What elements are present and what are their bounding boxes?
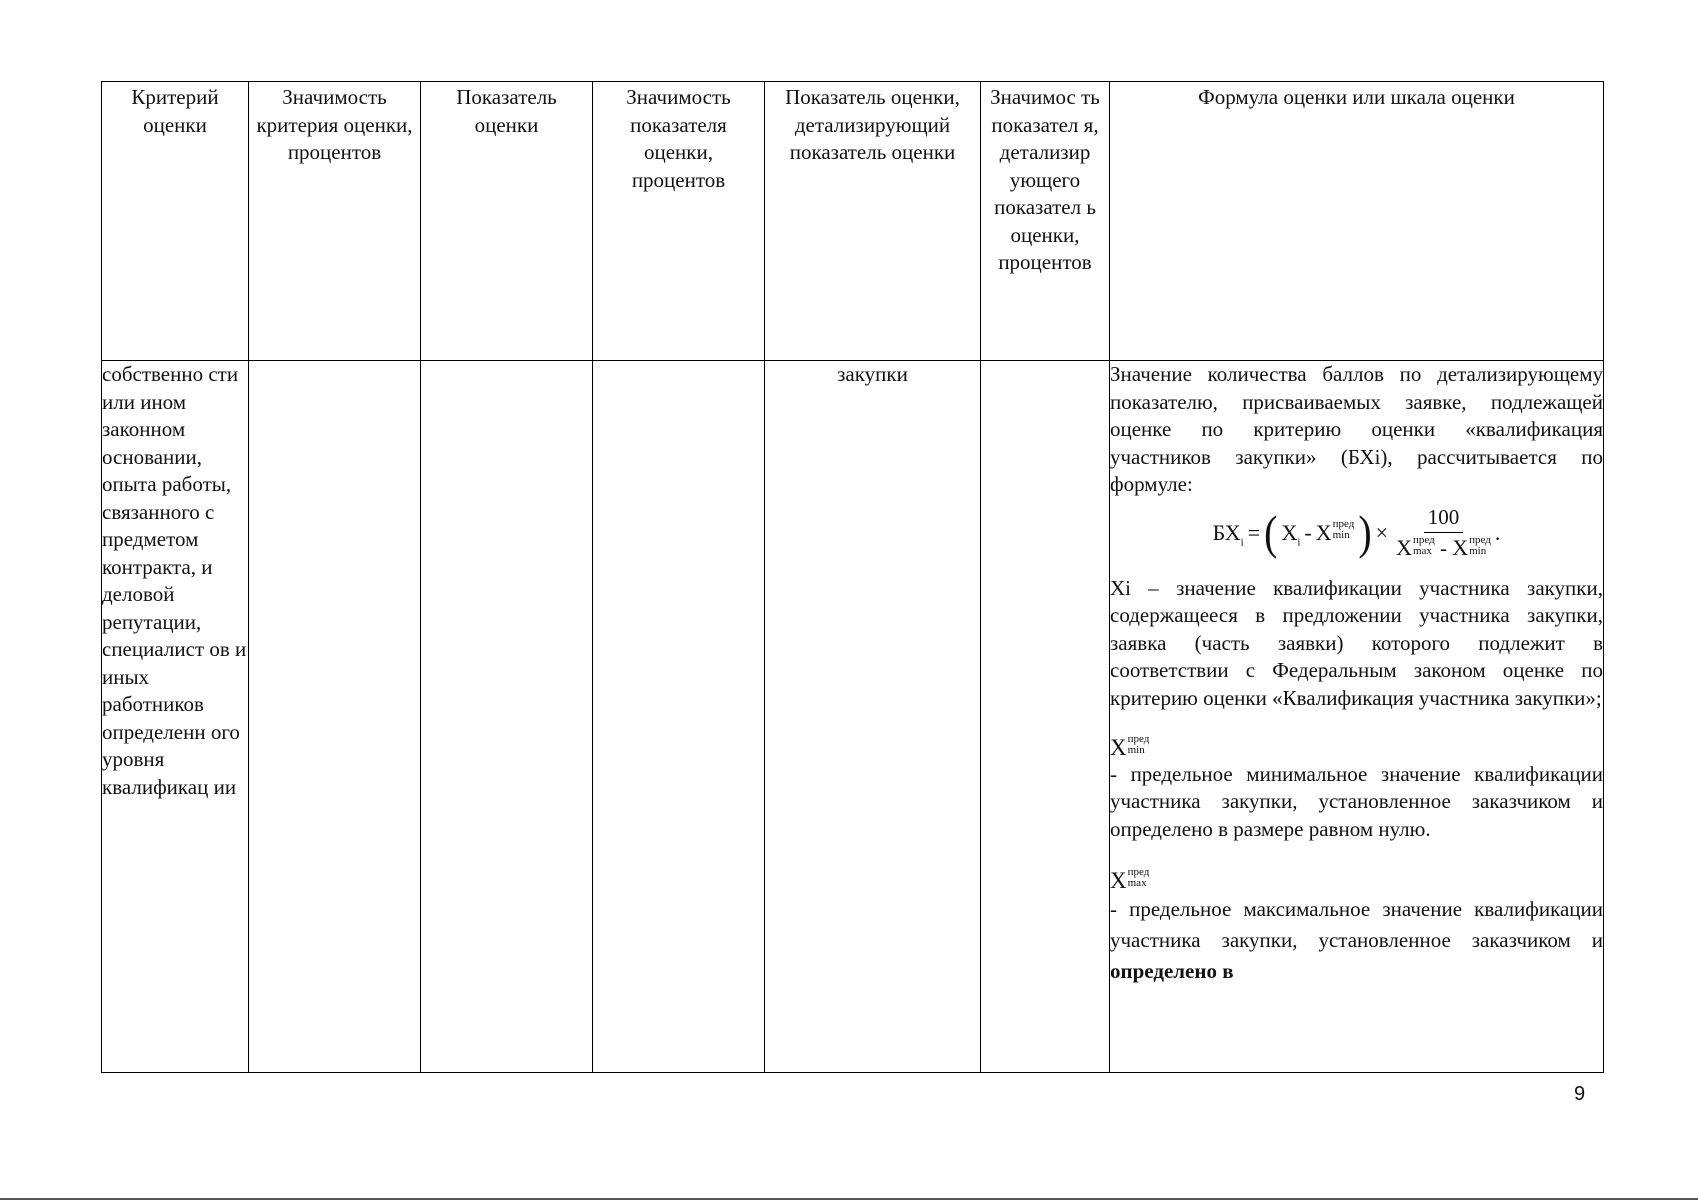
formula-minus: - [1304, 519, 1312, 545]
formula-close-paren: ) [1358, 504, 1372, 559]
formula-cell [1110, 361, 1604, 1073]
header-label: Показатель оценки, детализирующий показатель оценки [785, 85, 960, 164]
formula-period: . [1494, 519, 1501, 545]
detail-indicator-cell [765, 361, 981, 1073]
header-cell-indicator [421, 82, 593, 361]
criterion-weight-cell [249, 361, 421, 1073]
formula-minus: - [1439, 535, 1447, 560]
detail-weight-cell [981, 361, 1110, 1073]
xmin-definition [1110, 734, 1603, 843]
formula-x-symbol: X [1452, 534, 1469, 560]
indicator-cell [421, 361, 593, 1073]
xi-description: Xi – значение квалификации участника закупки, содержащееся в предложении участника закупки, заявка (часть заявки) которого подлежит в соответствии с Федеральным законом оценке по критерию оценки «Квалификация участника закупки»; [1110, 575, 1603, 710]
xmax-description [1110, 894, 1603, 987]
header-cell-formula [1110, 82, 1604, 361]
formula-sup: пред [1469, 533, 1491, 546]
table-header-row [102, 82, 1604, 361]
xmin-x: X [1110, 735, 1127, 760]
formula-x-symbol: X [1396, 534, 1412, 560]
score-formula [1110, 501, 1603, 565]
header-cell-criterion [102, 82, 249, 361]
xmax-symbol [1110, 867, 1149, 895]
formula-lhs-symbol: БХ [1212, 519, 1241, 545]
xmin-indices [1128, 734, 1150, 756]
formula-times: × [1375, 519, 1389, 545]
xmax-x: X [1110, 868, 1127, 893]
xmax-indices [1128, 867, 1150, 889]
header-label: Значимость показателя оценки, процентов [626, 85, 731, 192]
formula-x-sub: i [1297, 536, 1301, 549]
formula-xmin-indices [1333, 519, 1355, 541]
formula-sub: max [1412, 544, 1432, 557]
xmax-sup: пред [1127, 866, 1150, 878]
criterion-text: собственно сти или ином законном основании, опыта работы, связанного с предметом контракта, и деловой репутации, специалист ов и иных работников определенн ого уровня квалификац ии [102, 362, 247, 799]
header-cell-detail-weight [981, 82, 1110, 361]
formula-xmin [1316, 519, 1355, 547]
formula-x-symbol: X [1281, 519, 1298, 545]
header-label: Значимос ть показател я, детализир ующего показател ь оценки, процентов [990, 85, 1100, 274]
formula-xmin-indices [1469, 535, 1491, 557]
formula-intro-text: Значение количества баллов по детализирующему показателю, присваиваемых заявке, подлежащей оценке по критерию оценки «квалификация участников закупки» (БХi), рассчитывается по формуле: [1110, 362, 1603, 496]
formula-lhs-sub: i [1240, 536, 1244, 549]
formula-sup: пред [1412, 533, 1435, 546]
criterion-cell [102, 361, 249, 1073]
formula-lhs [1213, 519, 1244, 547]
detail-indicator-text: закупки [837, 362, 908, 386]
formula-denominator [1396, 533, 1491, 561]
formula-equals: = [1247, 519, 1261, 545]
formula-sub: min [1332, 528, 1350, 541]
table-row [102, 361, 1604, 1073]
formula-xmax-indices [1413, 535, 1435, 557]
formula-xi [1281, 519, 1300, 547]
evaluation-criteria-table [101, 81, 1604, 1073]
xmax-description-text: - предельное максимальное значение квалификации участника закупки, установленное заказчиком и [1110, 896, 1603, 952]
xmax-description-bold: определено в [1110, 958, 1234, 983]
header-label: Показатель оценки [456, 85, 557, 137]
formula-xmin [1452, 535, 1491, 561]
header-cell-detail-indicator [765, 82, 981, 361]
formula-numerator: 100 [1424, 505, 1464, 533]
header-label: Значимость критерия оценки, процентов [256, 85, 413, 164]
header-label: Критерий оценки [131, 85, 219, 137]
xmax-sub: max [1127, 877, 1147, 889]
formula-xmax [1396, 535, 1435, 561]
formula-fraction [1396, 505, 1491, 561]
header-label: Формула оценки или шкала оценки [1198, 85, 1515, 109]
formula-open-paren: ( [1264, 504, 1278, 559]
formula-sub: min [1469, 544, 1487, 557]
header-cell-criterion-weight [249, 82, 421, 361]
xmax-definition [1110, 867, 1603, 987]
xmin-sub: min [1127, 744, 1145, 756]
xmin-sup: пред [1127, 733, 1150, 745]
xmin-description: - предельное минимальное значение квалификации участника закупки, установленное заказчиком и определено в размере равном нулю. [1110, 761, 1603, 841]
page-number: 9 [1574, 1083, 1586, 1105]
formula-x-symbol: X [1315, 519, 1332, 545]
indicator-weight-cell [593, 361, 765, 1073]
xmin-symbol [1110, 734, 1149, 762]
formula-sup: пред [1332, 517, 1355, 530]
header-cell-indicator-weight [593, 82, 765, 361]
